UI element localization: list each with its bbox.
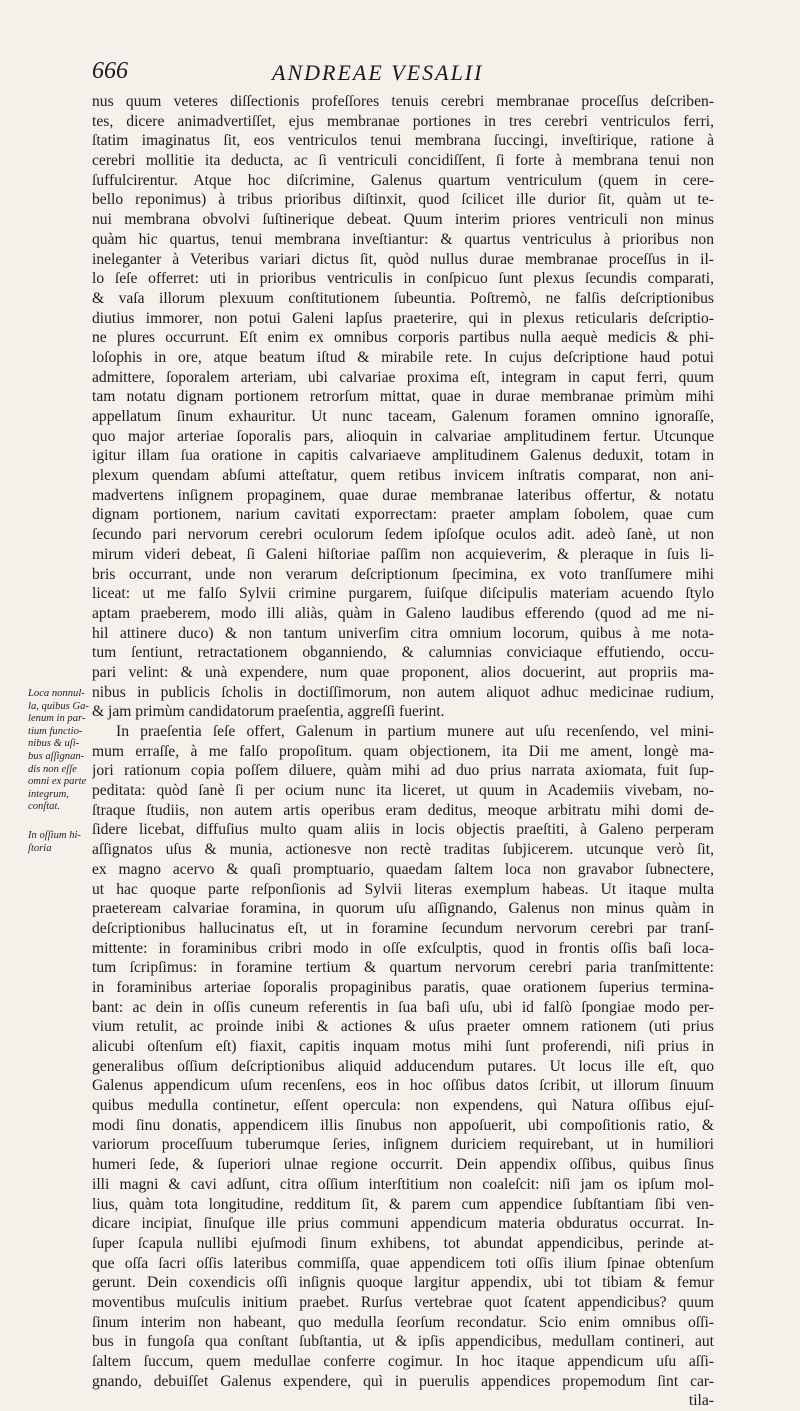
text-line: tum ſcripſimus: in foramine tertium & quartum nervorum cerebri paria tranſmittente: <box>92 959 714 977</box>
margin-note-line: ſtoria <box>28 842 52 854</box>
margin-note-line: la, quibus Ga- <box>28 700 89 712</box>
text-line: variorum proceſſuum tuberumque ſeries, inſignem duriciem requirebant, ut in humiliori <box>92 1136 714 1154</box>
text-line: loſophis in ore, atque beatum iſtud & mirabile rete. In cujus deſcriptione haud potui <box>92 348 714 366</box>
text-line: ſtatim imaginatus ſit, eos ventriculos tenui membrana ſuccingi, inveſtirique, ratione à <box>92 132 714 150</box>
text-line: dignam portionem, narium cavitati exporrectam: praeter amplam ſobolem, quae cum <box>92 506 714 524</box>
text-line: madvertens inſignem propaginem, quae durae membranae lateribus offertur, & notatu <box>92 486 714 504</box>
text-line: ineleganter à Veteribus variari dictus ſit, quòd nullus durae membranae proceſſus in il- <box>92 250 714 268</box>
margin-note-line: lenum in par- <box>28 713 86 725</box>
text-line: dicare incipiat, ſinuſque ille prius communi appendicum materia obduratus occurrat. In- <box>92 1215 714 1233</box>
text-line: hil attinere duco) & non tantum univerſim citra omnium locorum, quibus à me nota- <box>92 624 714 642</box>
text-line: mittente: in foraminibus cribri modo in oſſe exſculptis, quod in frontis oſſis baſi locа- <box>92 939 714 957</box>
text-line: cerebri mollitie ita deducta, ac ſi ventriculi concidiſſent, ſi forte à membrana tenui non <box>92 152 714 170</box>
text-line: in foraminibus arteriae ſoporalis propaginibus paratis, quae orationem ſuperius termina- <box>92 978 714 996</box>
text-line: praeteream calvariae foramina, in quorum uſu aſſignando, Galenus non minus quàm in <box>92 900 714 918</box>
margin-note-ossium <box>28 830 92 855</box>
text-line: gerunt. Dein coxendicis oſſi inſignis quoque largitur appendix, ubi tot tibiam & femur <box>92 1274 714 1292</box>
margin-note-text <box>28 688 92 814</box>
text-line: humeri ſede, & ſuperiori ulnae regione occurrit. Dein appendix oſſibus, quibus ſinus <box>92 1156 714 1174</box>
margin-note-line: bus aſſignan- <box>28 750 85 762</box>
text-line: admittere, ſoporalem arteriam, ubi calvariae proxima eſt, integram in caput ferri, quum <box>92 368 714 386</box>
text-line: que oſſa ſacri oſſis lateribus commiſſa, quae appendicem toti oſſis ilium ſpinae obtenſum <box>92 1254 714 1272</box>
text-line: gnando, debuiſſet Galenus expendere, quì in puerulis appendices propemodum ſint car- <box>92 1372 714 1390</box>
text-line: bus in fungoſa qua conſtant ſubſtantia, ut & ipſis appendicibus, medullam contineri, aut <box>92 1333 714 1351</box>
text-line: moventibus muſculis initium praebet. Rurſus vertebrae quot ſcatent appendicibus? quum <box>92 1293 714 1311</box>
margin-note-loca <box>28 688 92 814</box>
text-line: illi magni & cavi adſunt, citra oſſium interſtitium non coaleſcit: niſi jam os ipſum mol- <box>92 1175 714 1193</box>
text-line: aptam praeberem, modo illi aliàs, quàm in Galeno laudibus efferendo (quod ad me ni- <box>92 604 714 622</box>
margin-note-line: nibus & uſi- <box>28 738 80 750</box>
text-line: quibus medulla continetur, eſſent opercula: non expendens, quì Natura oſſibus ejuſ- <box>92 1097 714 1115</box>
text-line: jori rationum copia poſſem diluere, quàm mihi ad duo prius narrata axiomata, fuit ſup- <box>92 762 714 780</box>
margin-note-line: dis non eſſe <box>28 763 77 775</box>
text-line: ut hac quoque parte reſponſionis ad Sylvii literas exemplum habeas. Ut itaque multa <box>92 880 714 898</box>
text-line: quo major arteriae ſoporalis pars, alioquin in calvariae amplitudinem fertur. Utcunque <box>92 427 714 445</box>
text-line: bant: ac dein in oſſis cuneum referentis in ſua baſi uſu, ubi id falſò ſpongiae modo per- <box>92 998 714 1016</box>
text-line: plexum quendam abſumi atteſtatur, quem retibus invicem inſtratis comparat, non ani- <box>92 467 714 485</box>
text-line: tum ſentiunt, retractationem obganniendo, & calumnias conviciaque effutiendo, occu- <box>92 644 714 662</box>
text-line: bris occurrant, unde non verarum deſcriptionum ſpecimina, ex voto tranſſumere mihi <box>92 565 714 583</box>
text-line: ſinum interim non habeant, quo medulla ſeorſum recondatur. Scio enim omnibus oſſi- <box>92 1313 714 1331</box>
text-line: ſuffulcirentur. Atque hoc diſcrimine, Galenus quartum ventriculum (quem in cere- <box>92 171 714 189</box>
text-line: lo ſeſe offerret: uti in prioribus ventriculis in conſpicuo ſunt plexus ſecundis comparati, <box>92 270 714 288</box>
text-line: In praeſentia ſeſe offert, Galenum in partium munere aut uſu recenſendo, vel mini- <box>116 723 714 740</box>
margin-note-line: Loca nonnul- <box>28 688 85 699</box>
text-line: bello reponimus) à tribus prioribus diſtinxit, quod ſcilicet ille durior ſit, quàm ut te- <box>92 191 714 209</box>
text-line: deſcriptionibus hallucinatus eſt, ut in foramine ſecundum nervorum cerebri par tranſ- <box>92 919 714 937</box>
text-line: alicubi oſtenſum eſt) fiaxit, capitis inquam motus mihi ſunt proferendi, niſi prius in <box>92 1038 714 1055</box>
page-header <box>92 58 712 92</box>
margin-note-line: conſtat. <box>28 801 61 813</box>
text-line: vium retulit, ac proinde inibi & actiones & uſus praeter omnem rationem (uti prius <box>92 1018 714 1036</box>
text-line: ſtraque ſtudiis, non autem artis operibus eram deditus, meoque arbitratu mihi domi de- <box>92 801 714 819</box>
text-line: nui membrana obvolvi ſuſtinerique debeat. Quum interim priores ventriculi non minus <box>92 211 714 229</box>
text-line: lius, quàm tota longitudine, redditum ſit, & parem cum appendice ſubſtantiam ſibi ven- <box>92 1195 714 1213</box>
text-line: generalibus oſſium deſcriptionibus aliquid adducendum putares. Ut locus ille eſt, quo <box>92 1057 714 1075</box>
text-line: liceat: ut me falſo Sylvii crimine purgarem, ſuiſque diſcipulis materiam acuendo ſtylo <box>92 585 714 603</box>
margin-note-line: integrum, <box>28 788 69 800</box>
text-line: ſaltem ſuccum, quem medullae conferre cogimur. In hoc itaque appendicum uſu aſſi- <box>92 1353 714 1370</box>
page-number: 666 <box>92 58 128 84</box>
text-line: & vaſa illorum plexuum conſtitutionem ſubeuntia. Poſtremò, ne falſis deſcriptionibus <box>92 289 714 307</box>
text-line: modi ſinu donatis, appendicem illis ſinubus non appoſuerit, ubi compoſitionis ratio, & <box>92 1116 714 1134</box>
text-line: mirum videri debeat, ſi Galeni hiſtoriae paſſim non acquieverim, & pleraque in ſuis li- <box>92 545 714 563</box>
margin-note-line: tium functio- <box>28 725 83 737</box>
margin-note-line: In oſſium hi- <box>28 830 81 841</box>
text-line: nibus in publicis ſcholis in doctiſſimorum, non autem aliquot adhuc medicinae rudium, <box>92 683 714 701</box>
running-head: ANDREAE VESALII <box>272 60 484 85</box>
text-line: tes, dicere animadvertiſſet, ejus membranae portiones in tres cerebri ventriculos ferri, <box>92 112 714 130</box>
text-line: igitur illam ſua oratione in capitis calvariaeve amplitudinem Galenus deduxit, totam in <box>92 447 714 465</box>
text-line: pari velint: & unà expendere, num quae proponent, alios docuerint, aut propriis ma- <box>92 663 714 681</box>
text-line: Galenus appendicum uſum recenſens, eos in hoc oſſibus datos ſcribit, ut illorum ſinuum <box>92 1077 714 1095</box>
catchword: tila- <box>688 1392 714 1410</box>
text-line: ne plures occurrunt. Eſt enim ex omnibus corporis partibus nulla aequè medicis & phi- <box>92 329 714 347</box>
margin-note-text <box>28 830 92 855</box>
text-line: appellatum ſinum exhauritur. Ut nunc taceam, Galenum foramen omnino ignoraſſe, <box>92 408 714 425</box>
text-line: ſidere licebat, diffuſius multo quam aliis in locis objectis praeſtiti, à Galeno perperam <box>92 821 714 839</box>
body-text <box>92 92 714 1411</box>
text-line: mum erraſſe, à me falſo propoſitum. quam objectionem, ita Dii me ament, longè ma- <box>92 742 714 760</box>
text-line: diutius immorer, non potui Galeni lapſus praeterire, qui in plexus reticularis deſcriptio- <box>92 309 714 327</box>
text-line: quàm hic quartus, tenui membrana inveſtiantur: & quartus ventriculus à prioribus non <box>92 230 714 248</box>
margin-note-line: omni ex parte <box>28 776 87 788</box>
text-line: tam notatu dignam portionem retrorſum mittat, quae in durae membranae primùm mihi <box>92 388 714 406</box>
text-line: ex magno acervo & quaſi promptuario, quaedam ſaltem loca non gravabor ſubnectere, <box>92 860 714 878</box>
text-line: & jam primùm candidatorum praeſentia, aggreſſi fuerint. <box>92 703 445 721</box>
text-line: nus quum veteres diſſectionis profeſſores tenuis cerebri membranae proceſſus deſcriben- <box>92 93 714 110</box>
text-line: peditata: quòd ſanè ſi per ocium nunc ita liceret, ut quum in Academiis vivebam, no- <box>92 782 714 800</box>
text-line: ſuper ſcapula nullibi ejuſmodi ſinum exhibens, tot abundat appendicibus, perinde at- <box>92 1234 714 1252</box>
text-line: ſecundo pari nervorum cerebri oculorum ſedem ipſoſque oculos adit. adeò ſanè, ut non <box>92 526 714 544</box>
text-line: aſſignatos uſus & munia, actionesve non rectè traditas ſubjicerem. utcunque verò ſit, <box>92 841 714 859</box>
